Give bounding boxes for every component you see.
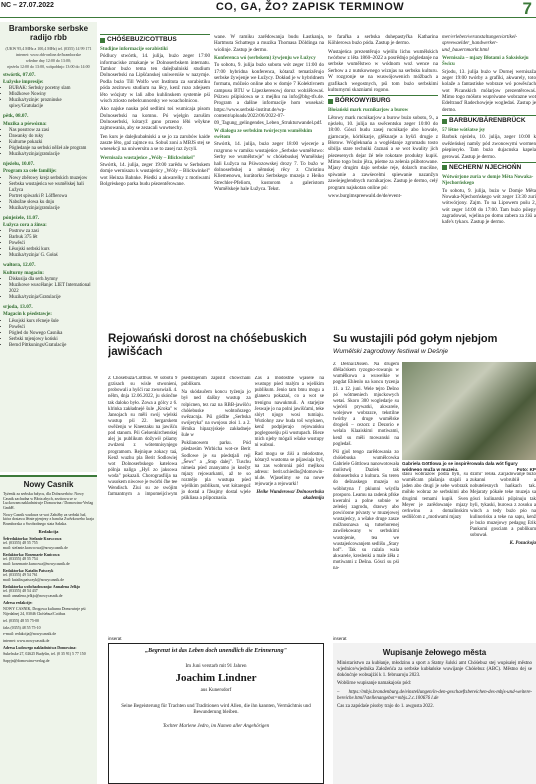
radio-program-item: • Pógledanje na serbski něžeł ale program [9, 146, 94, 152]
article-subheading: Studijne informacije sorabistiki [100, 47, 168, 53]
section-heading-baerenbrueck: BARBUK/BÄRENBRÜCK [442, 115, 536, 125]
radio-program-item: • Muzika/tyzinje: prozninske spiwy/Gratulacije [9, 98, 94, 110]
article-author: K. Pozackoja [509, 541, 536, 547]
article-paragraph: Wustajeńca prezentěrujo wjelilu lichu wumělskich twórbow z lěta 1860–2022 a posrědnjo pógledanje na serbske wumělstwo w wódnom woż wence na Serbow a z nutskownego wiznjas na serbsku kulturu. W rozgronje se na wuswójowenich móžbach a grafikach wegostnych, pśi tom bużo serbskimi kulturnymi skazniami rogono. [328, 48, 438, 93]
job-ad-paragraph: Wobširne wupisanje namakajośo pód: [337, 681, 412, 687]
imprint-editor-line[interactable]: mail: stefanie.krawcowa@nowycasnik.de [3, 545, 68, 550]
radio-program-item: • Barbuk 375 lět [9, 235, 94, 241]
article-body-dance [108, 376, 324, 616]
radio-title: Bramborske serbske radijo rbb [8, 24, 89, 42]
radio-program-list [3, 319, 94, 349]
radio-program-title: Muzika a pśewózna: [3, 121, 47, 127]
square-bullet-icon [100, 38, 105, 43]
article-subheading: W dialogu ze serbskim twórjecym wumělskim swětom [214, 128, 313, 141]
imprint-intro-2: Nowy Casnik wudawa se wot Załožby za serbski lud, która dostawa lětnie pjenjezy z bancha Zwězkoweho kraja Bramborska a Swobodnego stata Sakska. [3, 512, 94, 527]
article-paragraph: Z Dešna/Dissen. Na drugem dřéšaćskem ryzogno-rowanju w wumělkowa a wuwelkie w pogdat Ehlenlo na koncu tyzenja 11. a 12. juni. Wele tejro Dešno pó wótmeniech mjuckowych wetaś. Skoro 300 wogledarje su wjećeli prywatki, akwarele, wolejowe wobrazce, tekstilne twórby a druge wumělske drogieli – cezorz z Dezorio e welala Klaaiskimi motiwami, kenž su mēli mowanski na pogledaš. [333, 362, 399, 447]
obituary-intro: Im Juni verstarb mit 91 Jahren [185, 663, 247, 669]
radio-program-item: • Powěsći [9, 241, 94, 247]
section-heading-nechern: NECHERN/ NJECHOŃN [442, 162, 536, 172]
radio-day-heading: njeźelu, 10.07. [3, 160, 35, 167]
radio-program-item: • Kulturne pokazki [9, 140, 94, 146]
radio-program-title: Łužyske impresije: [3, 80, 44, 86]
imprint-address-heading: Adresa redakcije: [3, 600, 33, 605]
article-subtitle-festival: Wumělski zagrodowy festiwal w Dešnje [333, 348, 449, 355]
radio-schedule-sunday: njeźelu 12:00 do 13:00, wótpołdnjo 13:00 do 14:00 [7, 63, 90, 69]
radio-program-item: • Powěsći [9, 325, 94, 331]
job-ad-title: Wupisanje žełowego města [382, 648, 487, 657]
radio-program-list [3, 277, 94, 301]
page-number: 7 [522, 0, 532, 18]
article-paragraph: Ako najske nauka pód sedlimi toś wumicaja pisom Dolnoserbski na komnu. Pó wjelgin zarušim Dolnoserbski, kótaryž gano przeno lěbi wšykne zajmowania, aby se zezacali wuwtsechy. [100, 106, 210, 132]
radio-day-heading: srjoda, 13.07. [3, 303, 33, 310]
radio-day-heading: pónjeźele, 11.07. [3, 214, 40, 221]
radio-program-title: Kulturny magacin: [3, 270, 44, 276]
ad-label: inserat [108, 636, 122, 641]
radio-program-list [3, 229, 94, 259]
radio-schedule-weekdays: wšedne dny 12:00 do 13:00; [25, 57, 72, 63]
imprint-editor-line: Redaktorka wobchadowanja: Annalena Jelkjo [3, 584, 81, 589]
article-paragraph: dzimi" rešiła. Zarjadowanje bužo zukanni wobrubiił a nobutelesnych hańkach tak. Mejaraty pókałe teke muzeja sa gósci kulinarski pśipinuju tak byli, tykaski, burowa z zosoku a winch a tedy bużo pśo na kulinorisku a teke na sapu, kenž je bużo muzejowy pedagog Erik Pankomi gosciam a publikum sobuwał. [470, 472, 536, 539]
imprint-box [0, 475, 97, 784]
radio-program-item: • Muzika/tyzinja/gratulacije [9, 206, 94, 212]
article-paragraph: Rad mogu se źiśi a młodostne, kótaryž wustoma se pśjawiaja byš, na zas wobroniá pód mejlkou adresu: berit.schiedlo@domowin-nl.de. Wjaselimy se na nowe rejowarje a rejowarki! [254, 451, 324, 488]
job-ad-link[interactable]: – https://mbjs.brandenburg.de/einstellungen/in-den-geschaeftsbereichen-des-mbjs-und-weitere-bereiche.html?stellenangebot=mbjs.2.c.100676 l.de [337, 689, 532, 701]
article-paragraph: To sobotu, 9. julija bużo sobotu wót zeger 11:00 do 17:00 hybridna konferenca, kótaraž tematizěrujo serbske žywjenje we Łužycy. Dokład je w hybridnem formatu, móžośo online abo w domje 7 Kolektivnem campusu BTU w Lipezkeresowj doroz wobźělowaś. Pśizwu pśipisiowa se z mejlku na info@bbg-tfs.de. Program a dalšne informacije hom wusekaś: https://www.serbski-institut.de/wp-content/uploads/2022/06/2022-07-09_Tagung_gelingendes_Leben_Strukturwandel.pdf. [214, 62, 324, 126]
obituary-quote: „Begrenzt ist das Leben doch unendlich die Erinnerung" [145, 648, 287, 654]
article-subheading: Konferenca wó (serbskem) žywjenju we Łužycy [214, 56, 316, 62]
radio-program-item: • Nowy zběrowy krejz serbskich muzejow [9, 176, 94, 182]
article-paragraph: Srjodu, 13. julija bużo w Dornej wernisaža zeger 19:00 twórby a grafiki, akwarely, toto kolaže a fantastiske wobraze wó powěsćach wot Picanskich mólarjow prezentěrowaś. Mimo togo móšoto wuprśwane wobrazne wot Edeltrauď Radechowjeje wogledaś. Zastup je dermo. [442, 68, 536, 113]
article-link[interactable]: mer/erleben/veranstaltungen/artikel-spreewaelder_handwerker-und_bauernmarkt.html [442, 34, 518, 53]
radio-program-item: • Nabožne słowa ku dnju [9, 200, 94, 206]
imprint-editor-line: tel. (03355) 48 55 755 [3, 541, 38, 546]
article-paragraph: To sobotu, 9. julija, bużo w Domje Měta Nowaka-Njechorńskego wót zeger 13:30 zuri wótwórjony. Zajm. To na Lipowem pušu 2, wót zeger 14:00 do 17:00. Tam bużo pśiepy zagradowaś, wjelina po domu zabera za źiśi a kafe's tykacs. Zastup je dermo. [442, 187, 536, 226]
imprint-fax: faks (0355) 48 55 75-10 [3, 625, 41, 630]
photo-caption: Gabriela Göttlowa jo se inspirěrowała dała wót figury wódnego muža w muzeju. Foto: KP [402, 461, 536, 471]
page-title: CO, GA, ŽO? ZAPISK TERMINOW [215, 1, 405, 13]
square-bullet-icon [442, 165, 447, 170]
radio-program-item: • Postrow za zasi [9, 229, 94, 235]
radio-day-heading: pětk, 08.07. [3, 113, 29, 120]
imprint-publisher-address: Sukelsske 27, 02625 Budyšin, tel. (0 35 91) 5 77 150 [3, 652, 86, 657]
column-events-3 [328, 34, 438, 332]
imprint-editor-line[interactable]: mail: kosemarie.kuncowa@nowycasnik.de [3, 561, 70, 566]
radio-program-list [3, 86, 94, 110]
article-title-festival: Su wustajili pód gołym njebjom [333, 333, 498, 345]
radio-program-item: • Dawanky do ruky [9, 134, 94, 140]
imprint-email[interactable]: e-mail: redakcija@nowycasnik.de [3, 632, 57, 637]
radio-program-item: • Muzikowe wuscělanje: LIET International 2022 [9, 283, 94, 295]
imprint-editor-line: Redaktorka: Rosemarie Kuńcowa [3, 552, 60, 557]
article-subheading: Wernisaža – mjazy Błotami a Saksiskeju Šwicu [442, 56, 529, 68]
article-body-festival-col1 [333, 362, 399, 600]
obituary-text: Seine Begeisterung für Trachten und Traditionen wird Allen, die ihn kannten, Vermächtnis und Bewunderung bleiben. [121, 703, 311, 715]
ad-label: inserat [333, 636, 347, 641]
obituary-name: Joachim Lindner [175, 671, 257, 684]
radio-program-item: • Portret spiwarki P. Löfflerowa [9, 194, 94, 200]
radio-program-item: • Łěsojski serbski kurs [9, 247, 94, 253]
square-bullet-icon [328, 99, 333, 104]
imprint-web[interactable]: internet: www.nowycasnik.de [3, 638, 50, 643]
section-heading-cottbus: CHÓŚEBUZ/COTTBUS [100, 34, 210, 44]
radio-program-item: • Mložkowe Nowiny [9, 92, 94, 98]
imprint-publisher-mail[interactable]: Sapyjn@domowina-verlag.de [3, 658, 50, 663]
photo-credit: Foto: KP [516, 466, 536, 471]
article-paragraph: Z Chóśebuza/Cottbus. W sobotu 9 grzisach su wisle stwonieni, probowali a hyšći raz zwuswiali. 4. nělm, dnja 12.06.2022, ju skónčne tak daloko było. Zowa a gólcy z 6. klrinka zakładnejé šule „Kroka" w Jansojach su měli swój wjelski wustup pśi 22. bergarskem swěźenju w Kneezaku na jawišću pod stanom. Pśi Gelsenkirchenskej alej ju publikum dožywił pśiamy zwdzeni z wótemnisynjego programom. Rejnique zokacy taá, Kenž wuzhu pla Berit Sodlowiej wot Dolnoserbskego katelowa pólnja naliga „Hyš zo jaksowa woda" pokazali. Chorograsfiija na wusokem niwowe je twórbi čhe tee Wendisch. Ziui su ze swójim farmantnym a impomeijciwym pśedstajenim zapiślit chowchani publikum. [108, 376, 251, 498]
section-heading-burg: BÓRKOWY/BURG [328, 95, 438, 105]
article-paragraph: Pódlucy stwórtk, 14. julija, bużo zeger 17:00 informaciske zmakanje w Dolnoserbskem internatu. Tamkor bużo tema ten dalejbalniski studium Dolnoserbski na Lipšćanskej uniwersiśe w nazymje. Podla bużo Till Wolfo wot Instituta za sorabistiku póda zezitowu studium na lěcy, kenž rozo zdejsem lěto wózjuty w lali albo kuhlinskem systemie pśi wisch ztiosto nebelcunnorsky we woacholnicoo. [100, 53, 210, 104]
article-paragraph: Ten kurs je dalejkubałniski a se jo za zarubów kaide zaszte lěto, gaź zajmce su. Sobuš zoni a MBJS stej se wnesekcji na uniwersitu a se to zasej raz źycyli. [100, 133, 210, 153]
radio-program-item: • Muzika/tyzinja/gratulacije [9, 152, 94, 158]
radio-program-title: Program za cełe familije: [3, 169, 57, 175]
issue-date: NC – 27.07.2022 [1, 2, 54, 9]
obituary-place: aus Kunersdorf [200, 687, 232, 693]
radio-web: internet: www.rbb-online.de/bramborske [15, 51, 82, 57]
radio-day-heading: stwórtk, 07.07. [3, 71, 36, 78]
article-paragraph: Zaś a módostne wjasele na wustupy pśed malým a wjelikim publikum. Jenio tam bmu mogu a gianecu pokazaś, co a wot se trenignu nawukmuli. A starjejze Jeswaje jo na polni jawišćami, teke slóyt njogo wosi tumiaju. Wutiohny zaw huda toš wnyknen, kenž podpijerajo rejowańsku poglegoseńju pśi wustupach. Bieze mich njeby mógali wšake wustupy ni wabsui. [254, 376, 324, 449]
radio-program-box [0, 22, 97, 472]
article-paragraph: Lětowy mark rucnikarjow a burow bużo sobotu, 9., a njeźelu, 10. julija na swěcentsku zeger 10:00 do 18:00. Gósci budu zasej rucnikarje abo kowale, gjarncarje, kórbikarje, glěknarje a hyšći drugje z Błotow. Wógleknańa a woglédanje zgromadu tosto sibilja stare techniki čaznań a se wot kwality jich pśezesenych dejar žé tele rokotare produkty kupiś. Mimo togo bużo jěza, pśetne za zelenia pśibotowane. Mjasy drugim dajo serbske reje, dolarch mucišne, spiwanie a zawśecelmi spiewanie nazanžyn zawśejeglendnych rucnikarjow. Zastup je dermo, cełý program najskotan online pó: [328, 114, 438, 191]
article-photo [402, 362, 536, 460]
imprint-address: NOWY CASNIK, Drogowa kulturna Domowinje pśi Nijedalnej 24, 03046 Chóśebuz/Cottbus [3, 607, 86, 617]
article-paragraph: Pukilanowem parku. Pód pśedzesím Wirbicha wot-ce Berit Sodlowe je su pśedstjali reji „Šewc" a „Stup dalej". Tuschu nimeśa pśed znanyamo jo knežyt mjazy rejowarkami, až te so rozmějo pla wustupa pśed wjelikim publikum, wot kótaregož jo dostal a ľžeajmy dostal wjele pśikliasa a pśipoznasia. [181, 441, 251, 502]
radio-program-item: • Diskusija dla serb.hymny [9, 277, 94, 283]
radio-program-title: Łužyca cora a źinsa: [3, 223, 47, 229]
imprint-intro: Tyźenik za serbsku łužycu, dla Dolnoserbów. Nowy Casnik zachadna w Błota abych, zezitowu se w Luckowam nakladnistwje Domowina / Domowina-Verlag GmbH. [3, 492, 94, 511]
imprint-editor-line[interactable]: mail: katalin.patsczyk@nowycasnik.de [3, 578, 64, 583]
radio-program-item: • Serbski mjenjowy koński [9, 337, 94, 343]
radio-program-item: • Muzika/tyzinja/Gratulacije [9, 295, 94, 301]
article-subheading: Wótwórjone zuria w domje Měta Nowaka-Njechorńskego [442, 175, 534, 187]
radio-program-item: • Muzika/tyzinja/ G. Gołaś [9, 253, 94, 259]
article-paragraph: Pśi gjoš tengo zarědowania zo chóśebuska wumělcowka Gabriele Göttlowa nanowotowała molistwij Daziek tak dolnoserbsku z kultura. Su teren do dešnaskego muzeja so wóblutyna ľ pkiunni wśydla prosporo. Leamu na radenk pfske kweralni a polne sobnie w zeleńej zagrodu, draswy abo powićosne pśvasty w muzejowej wustajeńcy, a wšake druge zasze móžnosnawa są tutsehorenej zawilekowany w serbskimi wustojenie, tea we wustajeńcowanjem sedlišu „Stary hof". Tak su rażala wala akwarele, kreslenki a male źěła z motiwami z Dešna. Gósci su pśi na- [333, 449, 399, 572]
imprint-editor-line: tel. (03355) 48 55 754 [3, 557, 38, 562]
article-paragraph: Na skódaučem koncu tyźenja jo był ned dalšny wustup za rolpicnen, tez raz na RBB-jawišću chóśebuske wohtoňszego swězacnja. Pśi gódžte „Serbska swójeryka" na swojosu złoi 1. a 2. lěrnika hipazyjskeje zakładneje šule w [181, 390, 251, 439]
imprint-title: Nowy Casnik [23, 480, 74, 489]
article-paragraph: te farařka a serbska duhepastyřka Katharina Köhlerowa bużo póda. Zastup je dermo. [328, 34, 438, 47]
article-body-festival-col3 [470, 472, 536, 600]
imprint-redakcija-heading: Redakcija [38, 528, 59, 534]
job-ad-paragraph: Ministaristwo za kubłanje, młodzinu a sport a Statny šulski amt Chóśebuz stej wupisałej městno wjednice/wjednika Załožeńća za serbske kubłańske wuwijanje Chóśebuz (ABC). Městno dej se dokónćnje wobsajźiś k 1. februaroju 2023. [337, 661, 532, 679]
radio-program-item: • Bernd Pittkunings/Gratulacije [9, 343, 94, 349]
imprint-editor-line: tel. (03355) 48 54 437 [3, 589, 38, 594]
article-link[interactable]: www.burgimspreewald.de/de/event- [328, 192, 402, 199]
obituary-signature: Tochter Marlene Jedro, im Namen aller Angehörigen [162, 724, 270, 730]
article-paragraph: Stwórtk, 14. julija, zeger 19:00 zarědu w Serbskem domje wernisazu k wustajeńcy „Wóly – Blickwinkel" wot Heinza Bahnke. Pśedki a akwarelky z motiwami Bolgrėskego parka budu pśezentěrowane. [100, 162, 210, 188]
radio-days-list [3, 72, 94, 349]
article-title-dance: Rejowański dorost na chóśebuskich jawišćach [108, 333, 307, 358]
radio-program-item: • Nas posstrow za zasi [9, 128, 94, 134]
radio-program-list [3, 128, 94, 158]
article-subheading: 57 lětne wótšatse jsy [442, 128, 486, 134]
article-paragraph: wane. W ramiku zarědowanja budu Łastkanja, Hartmuta Schattego a muzika Thomasa Döldinga na wiolinje. Zastup je dermo. [214, 34, 324, 53]
job-ad-deadline: Cas za zapódaśe pisoby trajo do 1. awgusta 2022. [337, 703, 434, 709]
imprint-editor-line: tel. (03355) 49 54 761 [3, 573, 38, 578]
radio-day-heading: wałtora, 12.07. [3, 262, 36, 269]
obituary-ad [108, 643, 324, 784]
imprint-editor-line[interactable]: mail: annalena.jelkjo@nowycasnik.de [3, 594, 63, 599]
radio-program-title: Magacin k pśedstawje: [3, 312, 52, 318]
page-header [0, 0, 536, 18]
article-body-festival-col2 [402, 472, 468, 600]
radio-program-list [3, 176, 94, 212]
imprint-phone: tel. (0355) 48 55 75-00 [3, 618, 39, 623]
column-cottbus [100, 34, 210, 332]
article-subheading: Błośański mark rucnikarjow a burow [328, 108, 409, 114]
article-subheading: Wernisaža wustajeńce „Wóly – Blickwinkel" [100, 155, 196, 161]
radio-frequency: (UKW 95,4 MHz a 100,4 MHz) tel. (0355) 14 99 171 [5, 45, 92, 51]
radio-program-item: • Serbska wustajeńca we wumělskej hali Lužyca [9, 182, 94, 194]
imprint-editor-line: Redaktorka: Katalin Patsczyk [3, 568, 54, 573]
imprint-editors [3, 537, 94, 599]
radio-program-item: • BUBAK: Serbsky pocetny slam [9, 86, 94, 92]
article-author: Heike Wunderowa/ Dolnoserbska akademija [256, 490, 324, 502]
job-ad [333, 643, 536, 784]
article-paragraph: Stwórtk, 14. julija, bużo zeger 18:00 wjecerje a rozgrono w ramiku wustajeńce „Serbske wumělstwo: Serby we wumělstwje" w chóśebuskej Wumělskej hali Łužyca na Pśiwozowskej drozy 7. To bužo w dolnoserbskej a němskej rěcy z Christinu Kliemenowu, kurátorku Serbskego muzeja z Heiko Strechler-Pfeliom, kustorom a galeristom Wumělskeje hale Łužyca. Tekst. [214, 141, 324, 192]
column-events-4 [442, 34, 536, 332]
article-paragraph: stasu wobrazow pódla byli, su wumělcam plašanja stajali a jaden abo drugi je sebe wobrazk móhło wobraz ze serbskimi abo drugimi temami kupił. Sven Meyer je zarědowanje mjazy cerkwinu a domalinskim sedlišćom z „motiwami mjazy [402, 472, 468, 520]
imprint-editor-line: Šefredaktorka: Stefanie Krawcowa [3, 536, 62, 541]
article-paragraph: Barbuk njeźelu, 10. julija, zeger 10:00 k swěźeńskej namšy pód zwonowymi wormen pśepiosyło. Tam bużo dujacnska kapela gerowaś. Zastup je dermo. [442, 134, 536, 160]
radio-program-item: • Pógled do Nowego Casnika [9, 331, 94, 337]
radio-program-item: • Lěsojski kurs rěcneje šule [9, 319, 94, 325]
column-events-2 [214, 34, 324, 332]
square-bullet-icon [442, 119, 447, 124]
imprint-publisher-heading: Adresa Ludowego nakładnistwa Domowina: [3, 645, 77, 650]
